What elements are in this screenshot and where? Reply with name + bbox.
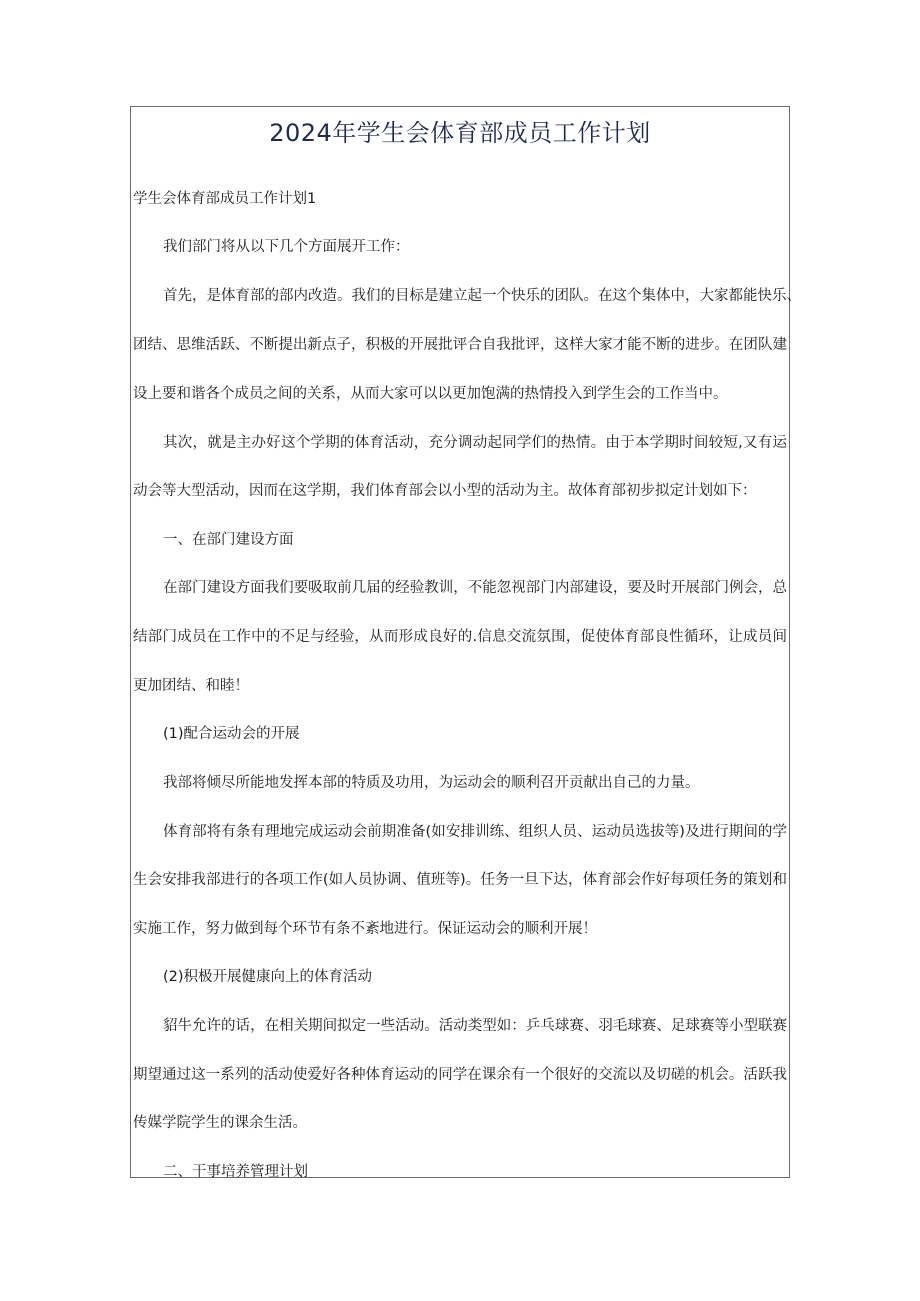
- subsection-heading: (1)配合运动会的开展: [163, 726, 300, 742]
- paragraph-line: 设上要和谐各个成员之间的关系，从而大家可以以更加饱满的热情投入到学生会的工作当中。: [133, 386, 728, 402]
- subsection-heading: (2)积极开展健康向上的体育活动: [163, 969, 373, 985]
- paragraph-line: 我部将倾尽所能地发挥本部的特质及功用，为运动会的顺利召开贡献出自己的力量。: [163, 775, 700, 791]
- paragraph-line: 团结、思维活跃、不断提出新点子，积极的开展批评合自我批评，这样大家才能不断的进步。在团队建: [133, 337, 787, 353]
- subsection-heading: 一、在部门建设方面: [163, 532, 294, 548]
- paragraph-line: 实施工作，努力做到每个环节有条不紊地进行。保证运动会的顺利开展！: [133, 921, 597, 937]
- paragraph-line: 动会等大型活动，因而在这学期，我们体育部会以小型的活动为主。故体育部初步拟定计划如下：: [133, 483, 757, 499]
- paragraph-line: 更加团结、和睦！: [133, 678, 249, 694]
- paragraph-line: 在部门建设方面我们要吸取前几届的经验教训，不能忽视部门内部建设，要及时开展部门例会，总: [163, 580, 787, 596]
- paragraph-line: 传媒学院学生的课余生活。: [133, 1115, 307, 1131]
- paragraph-line: 貂牛允许的话，在相关期间拟定一些活动。活动类型如：乒乓球赛、羽毛球赛、足球赛等小型联赛: [163, 1018, 787, 1034]
- paragraph-line: 期望通过这一系列的活动使爱好各种体育运动的同学在课余有一个很好的交流以及切磋的机会。活跃我: [133, 1067, 787, 1083]
- paragraph-line: 其次，就是主办好这个学期的体育活动，充分调动起同学们的热情。由于本学期时间较短,又有运: [163, 435, 787, 451]
- paragraph-line: 首先，是体育部的部内改造。我们的目标是建立起一个快乐的团队。在这个集体中，大家都能快乐、: [163, 288, 801, 304]
- section-heading: 学生会体育部成员工作计划1: [133, 191, 317, 207]
- section-heading: 二、干事培养管理计划: [163, 1164, 308, 1180]
- document-title: 2024年学生会体育部成员工作计划: [269, 119, 651, 147]
- paragraph-line: 生会安排我部进行的各项工作(如人员协调、值班等)。任务一旦下达，体育部会作好每项任务的策划和: [133, 872, 787, 888]
- paragraph-line: 结部门成员在工作中的不足与经验，从而形成良好的.信息交流氛围，促使体育部良性循环，让成员间: [133, 629, 787, 645]
- paragraph-line: 体育部将有条有理地完成运动会前期准备(如安排训练、组织人员、运动员选拔等)及进行期间的学: [163, 824, 787, 840]
- paragraph-line: 我们部门将从以下几个方面展开工作：: [163, 239, 410, 255]
